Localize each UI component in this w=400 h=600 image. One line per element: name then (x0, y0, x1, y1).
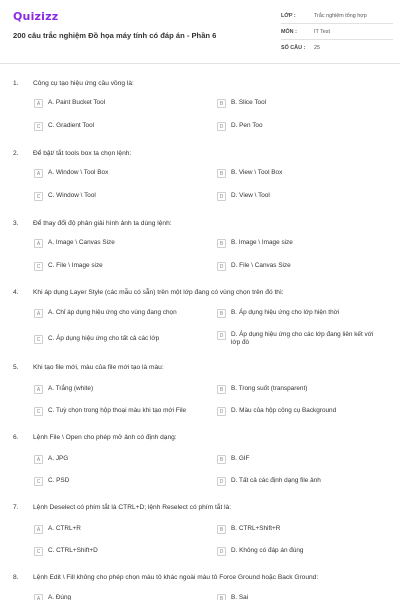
option-letter-box: A (34, 99, 43, 108)
option-d[interactable] (217, 331, 389, 353)
option-text: C. Gradient Tool (48, 122, 95, 129)
option-text: D. Áp dụng hiệu ứng cho các lớp đang liên kết với lớp đó (231, 331, 374, 346)
option-letter-box: C (34, 547, 43, 556)
option-letter-box: C (34, 122, 43, 131)
meta-key: LỚP : (281, 12, 296, 19)
option-c[interactable] (34, 335, 204, 349)
question-number: 4. (13, 289, 19, 296)
question-text: Khi áp dụng Layer Style (các mẫu có sẵn) trên một lớp đang có vùng chọn trên đó thì: (33, 289, 284, 296)
option-text: A. Trắng (white) (48, 385, 94, 392)
option-c[interactable] (34, 407, 204, 421)
option-text: B. GIF (231, 455, 250, 462)
option-a[interactable] (34, 385, 204, 399)
option-text: B. View \ Tool Box (231, 169, 283, 176)
option-letter-box: D (217, 122, 226, 131)
option-text: D. Màu của hộp công cụ Background (231, 407, 337, 414)
option-d[interactable] (217, 192, 389, 206)
option-letter-box: B (217, 239, 226, 248)
option-text: B. CTRL+Shift+R (231, 525, 281, 532)
meta-value: IT Test (314, 28, 330, 35)
worksheet-title: 200 câu trắc nghiệm Đồ họa máy tính có đáp án - Phần 6 (13, 31, 217, 40)
option-text: C. Áp dụng hiệu ứng cho tất cả các lớp (48, 335, 160, 342)
option-c[interactable] (34, 192, 204, 206)
option-d[interactable] (217, 262, 389, 276)
meta-value: Trắc nghiệm tổng hợp (314, 12, 367, 19)
meta-key: SỐ CÂU : (281, 45, 306, 51)
option-text: C. CTRL+Shift+D (48, 547, 98, 554)
option-a[interactable] (34, 99, 204, 113)
option-letter-box: C (34, 407, 43, 416)
option-d[interactable] (217, 477, 389, 491)
worksheet-meta (281, 8, 393, 56)
option-b[interactable] (217, 594, 389, 600)
option-letter-box: B (217, 385, 226, 394)
option-b[interactable] (217, 99, 389, 113)
option-b[interactable] (217, 309, 389, 323)
question-number: 2. (13, 150, 19, 157)
option-text: A. Window \ Tool Box (48, 169, 109, 176)
question-text: Để bật/ tắt tools box ta chọn lệnh: (33, 150, 132, 157)
question-text: Khi tạo file mới, màu của file mới tạo là màu: (33, 364, 164, 371)
option-letter-box: A (34, 309, 43, 318)
option-text: B. Slice Tool (231, 99, 267, 106)
question-number: 3. (13, 220, 19, 227)
option-letter-box: A (34, 594, 43, 600)
option-c[interactable] (34, 262, 204, 276)
option-text: D. View \ Tool (231, 192, 270, 199)
option-letter-box: B (217, 525, 226, 534)
option-c[interactable] (34, 122, 204, 136)
option-letter-box: D (217, 192, 226, 201)
meta-row-count (281, 40, 393, 56)
option-text: A. Đúng (48, 594, 72, 600)
option-letter-box: A (34, 385, 43, 394)
option-a[interactable] (34, 594, 204, 600)
option-text: D. Không có đáp án đúng (231, 547, 304, 554)
option-d[interactable] (217, 407, 389, 421)
option-text: A. Paint Bucket Tool (48, 99, 106, 106)
option-text: B. Sai (231, 594, 249, 600)
option-letter-box: C (34, 192, 43, 201)
option-letter-box: A (34, 239, 43, 248)
option-b[interactable] (217, 525, 389, 539)
worksheet-header (0, 0, 400, 64)
option-text: C. File \ Image size (48, 262, 103, 269)
meta-row-class (281, 8, 393, 24)
option-text: D. File \ Canvas Size (231, 262, 291, 269)
option-text: A. Image \ Canvas Size (48, 239, 115, 246)
option-d[interactable] (217, 122, 389, 136)
question-number: 1. (13, 80, 19, 87)
quizizz-logo[interactable]: Quizizz (13, 10, 59, 23)
option-a[interactable] (34, 239, 204, 253)
option-a[interactable] (34, 455, 204, 469)
option-letter-box: B (217, 309, 226, 318)
option-letter-box: B (217, 99, 226, 108)
option-letter-box: D (217, 547, 226, 556)
option-letter-box: D (217, 477, 226, 486)
question-text: Lệnh File \ Open cho phép mở ảnh có định dạng: (33, 434, 177, 441)
option-b[interactable] (217, 455, 389, 469)
meta-row-subject (281, 24, 393, 40)
question-text: Lệnh Edit \ Fill không cho phép chọn màu tô khác ngoài màu tô Force Ground hoặc Back Ground: (33, 574, 319, 581)
option-text: D. Tất cả các định dạng file ảnh (231, 477, 321, 484)
option-text: C. Window \ Tool (48, 192, 96, 199)
option-letter-box: B (217, 169, 226, 178)
option-d[interactable] (217, 547, 389, 561)
option-letter-box: D (217, 262, 226, 271)
question-text: Công cụ tạo hiệu ứng cầu vồng là: (33, 80, 134, 87)
option-letter-box: D (217, 407, 226, 416)
option-b[interactable] (217, 385, 389, 399)
option-text: C. Tuỳ chọn trong hộp thoại màu khi tạo mới File (48, 407, 187, 414)
option-a[interactable] (34, 309, 204, 323)
question-text: Để thay đổi độ phân giải hình ảnh ta dùng lệnh: (33, 220, 172, 227)
option-letter-box: D (217, 331, 226, 340)
option-c[interactable] (34, 547, 204, 561)
option-c[interactable] (34, 477, 204, 491)
option-letter-box: A (34, 169, 43, 178)
option-text: C. PSD (48, 477, 70, 484)
option-a[interactable] (34, 525, 204, 539)
question-number: 7. (13, 504, 19, 511)
option-text: B. Áp dụng hiệu ứng cho lớp hiện thời (231, 309, 340, 316)
option-text: B. Trong suốt (transparent) (231, 385, 308, 392)
question-text: Lệnh Deselect có phím tắt là CTRL+D; lệnh Reselect có phím tắt là: (33, 504, 232, 511)
option-letter-box: A (34, 525, 43, 534)
option-letter-box: C (34, 262, 43, 271)
option-letter-box: C (34, 335, 43, 344)
option-text: D. Pen Too (231, 122, 263, 129)
question-number: 5. (13, 364, 19, 371)
option-letter-box: B (217, 455, 226, 464)
question-number: 8. (13, 574, 19, 581)
option-text: A. Chỉ áp dụng hiệu ứng cho vùng đang chọn (48, 309, 177, 316)
option-text: A. JPG (48, 455, 69, 462)
meta-value: 25 (314, 45, 320, 51)
option-text: A. CTRL+R (48, 525, 81, 532)
option-b[interactable] (217, 169, 389, 183)
question-number: 6. (13, 434, 19, 441)
option-a[interactable] (34, 169, 204, 183)
meta-key: MÔN : (281, 28, 297, 35)
option-letter-box: C (34, 477, 43, 486)
option-b[interactable] (217, 239, 389, 253)
option-letter-box: A (34, 455, 43, 464)
option-text: B. Image \ Image size (231, 239, 293, 246)
option-letter-box: B (217, 594, 226, 600)
